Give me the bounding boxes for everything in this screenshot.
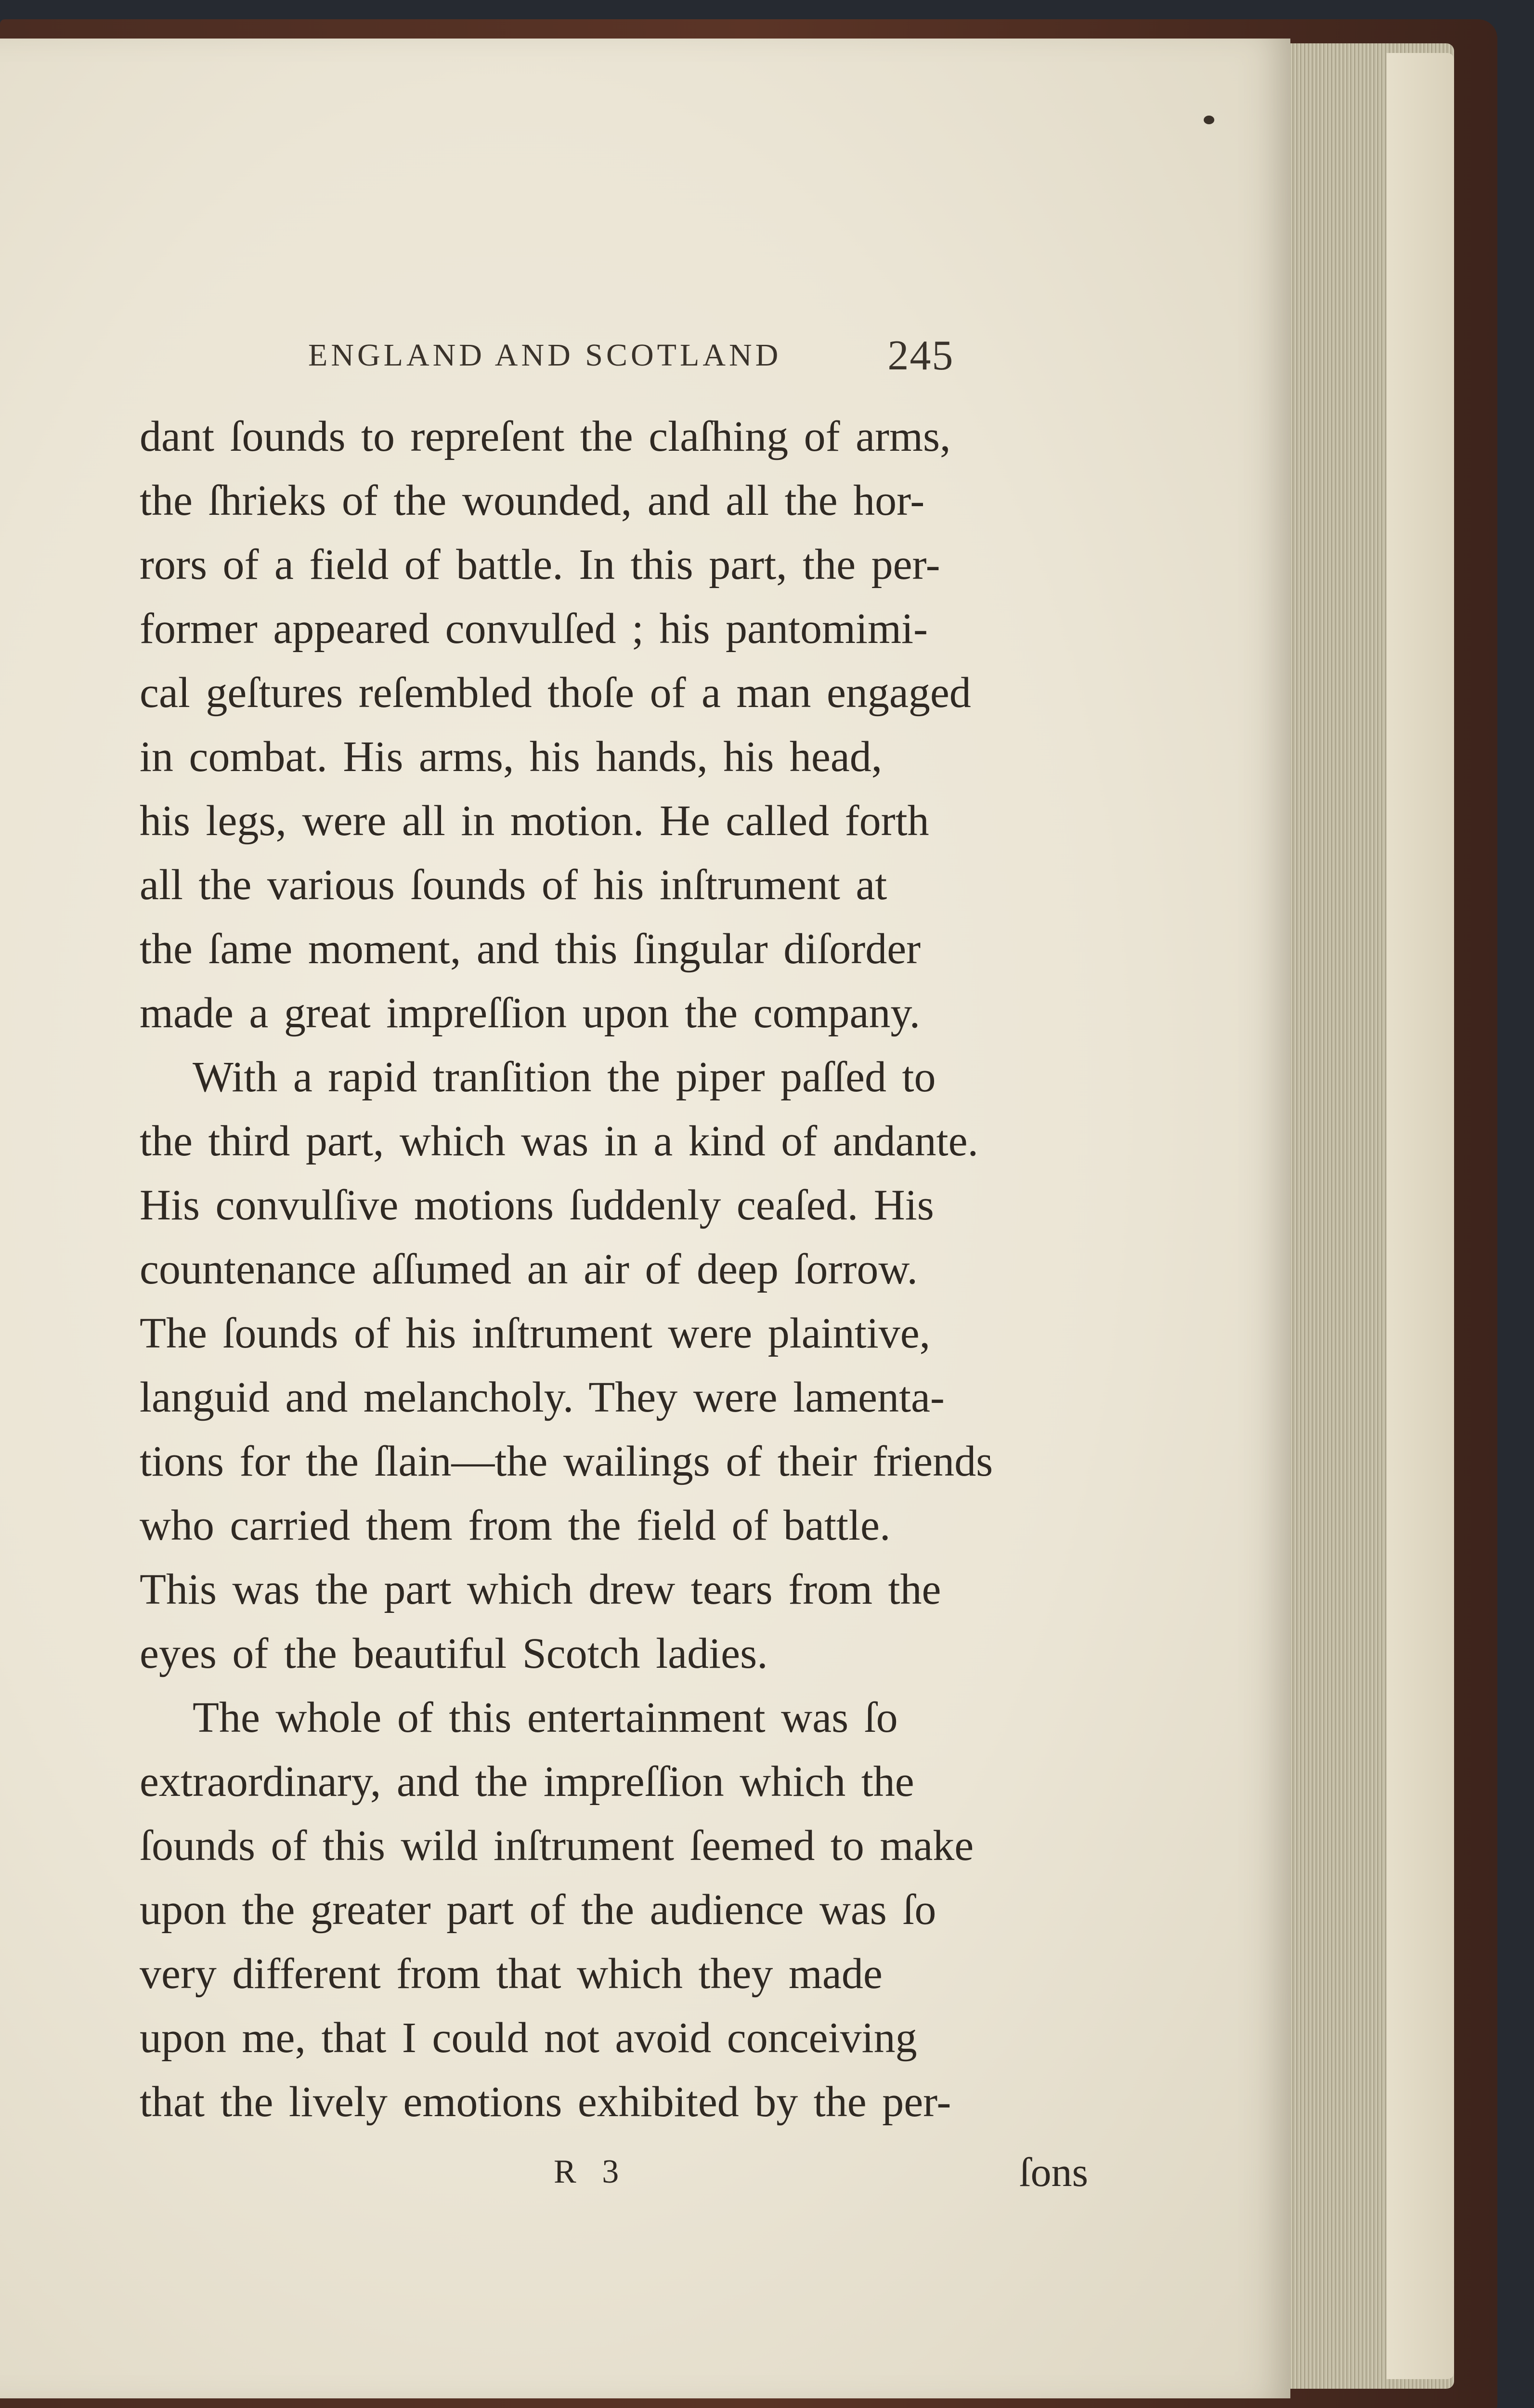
text-line: former appeared convulſed ; his pantomimi- — [140, 605, 928, 653]
text-line: eyes of the beautiful Scotch ladies. — [140, 1630, 768, 1677]
text-line: The whole of this entertainment was ſo — [193, 1694, 898, 1741]
text-line: tions for the ſlain—the wailings of their friends — [140, 1438, 993, 1485]
text-line: very different from that which they made — [140, 1950, 883, 1998]
text-line: rors of a field of battle. In this part, the per- — [140, 541, 940, 589]
catchword: ſons — [1019, 2149, 1088, 2195]
text-line: languid and melancholy. They were lamenta- — [140, 1374, 945, 1421]
text-line: This was the part which drew tears from the — [140, 1566, 941, 1613]
running-head — [308, 327, 1040, 384]
text-line: ſounds of this wild inſtrument ſeemed to make — [140, 1822, 974, 1870]
text-line: extraordinary, and the impreſſion which the — [140, 1758, 914, 1806]
text-line: His convulſive motions ſuddenly ceaſed. His — [140, 1181, 934, 1229]
text-line: his legs, were all in motion. He called forth — [140, 797, 929, 845]
page-number: 245 — [887, 332, 954, 379]
running-head-title: ENGLAND AND SCOTLAND — [308, 338, 782, 373]
text-line: who carried them from the field of battle. — [140, 1502, 891, 1549]
text-line: dant ſounds to repreſent the claſhing of arms, — [140, 413, 951, 460]
text-line: the ſame moment, and this ſingular diſorder — [140, 925, 921, 973]
body-text — [140, 405, 1083, 2134]
text-line: cal geſtures reſembled thoſe of a man engaged — [140, 669, 971, 717]
text-line: the ſhrieks of the wounded, and all the hor- — [140, 477, 925, 524]
book-page — [0, 39, 1290, 2398]
signature-mark: R 3 — [554, 2153, 628, 2190]
text-line: all the various ſounds of his inſtrument at — [140, 861, 887, 909]
text-line: the third part, which was in a kind of andante. — [140, 1117, 979, 1165]
page-footer — [554, 2143, 1088, 2201]
text-line: With a rapid tranſition the piper paſſed to — [193, 1053, 936, 1101]
text-line: made a great impreſſion upon the company. — [140, 989, 921, 1037]
text-line: countenance aſſumed an air of deep ſorrow. — [140, 1245, 918, 1293]
text-line: upon me, that I could not avoid conceiving — [140, 2014, 917, 2062]
ink-speck — [1204, 116, 1214, 124]
text-line: upon the greater part of the audience was ſo — [140, 1886, 936, 1934]
text-line: in combat. His arms, his hands, his head, — [140, 733, 883, 781]
text-line: The ſounds of his inſtrument were plaintive, — [140, 1309, 931, 1357]
text-line: that the lively emotions exhibited by the per- — [140, 2078, 951, 2126]
